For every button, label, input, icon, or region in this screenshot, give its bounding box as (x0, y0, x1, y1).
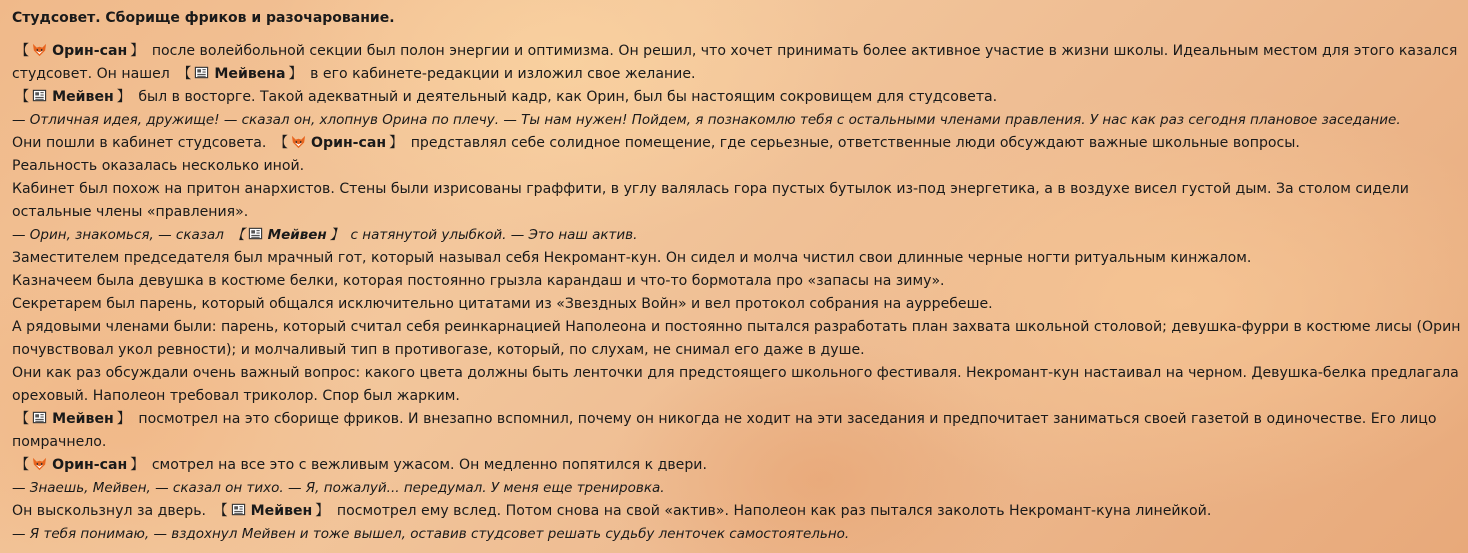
character-tag (12, 89, 134, 105)
paragraph-text: — Орин, знакомься, — сказал (12, 227, 224, 243)
document-title: Студсовет. Сборище фриков и разочарование. (12, 10, 395, 26)
document (12, 8, 1462, 546)
tag-open-bracket: 【 (15, 457, 30, 473)
paragraph-text: смотрел на все это с вежливым ужасом. Он медленно попятился к двери. (151, 457, 707, 473)
character-name: Мейвена (214, 66, 286, 82)
newspaper-icon (194, 65, 209, 80)
story-paragraph (12, 155, 1462, 178)
tag-open-bracket: 【 (231, 227, 245, 243)
paragraph-text: после волейбольной секции был полон энергии и оптимизма. Он решил, что хочет принимать более активное участие в жизни школы. Идеальным местом для этого казался студсовет. Он нашел (12, 43, 1458, 82)
paragraph-text: представлял себе солидное помещение, где серьезные, ответственные люди обсуждают важные школьные вопросы. (410, 135, 1300, 151)
story-paragraph (12, 224, 1462, 247)
story-paragraph (12, 293, 1462, 316)
paragraph-text: посмотрел на это сборище фриков. И внезапно вспомнил, почему он никогда не ходит на эти заседания и предпочитает заниматься своей газетой в одиночестве. Его лицо помрачнело. (12, 411, 1437, 450)
story-paragraph (12, 270, 1462, 293)
tag-open-bracket: 【 (15, 89, 30, 105)
character-name: Мейвен (267, 227, 327, 243)
character-tag (12, 411, 134, 427)
paragraph-text: Заместителем председателя был мрачный гот, который называл себя Некромант-кун. Он сидел и молча чистил свои длинные черные ногти ритуальным кинжалом. (12, 250, 1252, 266)
newspaper-icon (32, 88, 47, 103)
paragraph-text: с натянутой улыбкой. — Это наш актив. (350, 227, 638, 243)
tag-close-bracket: 】 (116, 89, 131, 105)
tag-open-bracket: 【 (15, 43, 30, 59)
fox-icon (32, 456, 47, 471)
story-paragraph (12, 40, 1462, 86)
document-body (12, 40, 1462, 546)
story-paragraph (12, 316, 1462, 362)
character-tag (211, 503, 333, 519)
paragraph-text: Кабинет был похож на притон анархистов. Стены были изрисованы граффити, в углу валялась гора пустых бутылок из-под энергетика, а в воздухе висел густой дым. За столом сидели остальные члены «правления». (12, 181, 1409, 220)
story-paragraph (12, 132, 1462, 155)
tag-open-bracket: 【 (15, 411, 30, 427)
character-name: Орин-сан (52, 457, 128, 473)
paragraph-text: — Я тебя понимаю, — вздохнул Мейвен и тоже вышел, оставив студсовет решать судьбу ленточек самостоятельно. (12, 526, 850, 542)
tag-close-bracket: 】 (288, 66, 303, 82)
character-tag (174, 66, 305, 82)
newspaper-icon (32, 410, 47, 425)
character-name: Орин-сан (52, 43, 128, 59)
fox-icon (32, 42, 47, 57)
story-paragraph (12, 408, 1462, 454)
paragraph-text: — Отличная идея, дружище! — сказал он, хлопнув Орина по плечу. — Ты нам нужен! Пойдем, я познакомлю тебя с остальными членами правления. У нас как раз сегодня плановое заседание. (12, 112, 1401, 128)
character-tag (228, 227, 346, 243)
tag-close-bracket: 】 (130, 43, 145, 59)
tag-close-bracket: 】 (389, 135, 404, 151)
paragraph-text: Он выскользнул за дверь. (12, 503, 207, 519)
tag-open-bracket: 【 (213, 503, 228, 519)
character-name: Мейвен (250, 503, 313, 519)
paragraph-text: Казначеем была девушка в костюме белки, которая постоянно грызла карандаш и что-то бормотала про «запасы на зиму». (12, 273, 945, 289)
story-paragraph (12, 500, 1462, 523)
paragraph-text: в его кабинете-редакции и изложил свое желание. (310, 66, 696, 82)
character-tag (12, 43, 147, 59)
character-name: Мейвен (52, 411, 114, 427)
tag-open-bracket: 【 (273, 135, 288, 151)
story-paragraph (12, 362, 1462, 408)
character-name: Мейвен (52, 89, 114, 105)
paragraph-text: А рядовыми членами были: парень, который считал себя реинкарнацией Наполеона и постоянно пытался разработать план захвата школьной столовой; девушка-фурри в костюме лисы (Орин почувствовал укол ревности); и молчаливый тип в противогазе, который, по слухам, не снимал его даже в душе. (12, 319, 1461, 358)
newspaper-icon (248, 226, 263, 241)
story-paragraph (12, 86, 1462, 109)
tag-close-bracket: 】 (130, 457, 145, 473)
character-tag (12, 457, 147, 473)
paragraph-text: был в восторге. Такой адекватный и деятельный кадр, как Орин, был бы настоящим сокровищем для студсовета. (138, 89, 998, 105)
tag-close-bracket: 】 (315, 503, 330, 519)
story-paragraph (12, 178, 1462, 224)
paragraph-text: посмотрел ему вслед. Потом снова на свой «актив». Наполеон как раз пытался заколоть Некромант-куна линейкой. (336, 503, 1212, 519)
character-tag (271, 135, 406, 151)
tag-close-bracket: 】 (116, 411, 131, 427)
story-paragraph (12, 523, 1462, 546)
paragraph-text: Секретарем был парень, который общался исключительно цитатами из «Звездных Войн» и вел протокол собрания на аурребеше. (12, 296, 993, 312)
paragraph-text: Реальность оказалась несколько иной. (12, 158, 305, 174)
fox-icon (291, 134, 306, 149)
story-paragraph (12, 454, 1462, 477)
story-paragraph (12, 247, 1462, 270)
newspaper-icon (231, 502, 246, 517)
story-paragraph (12, 477, 1462, 500)
character-name: Орин-сан (311, 135, 387, 151)
paragraph-text: Они как раз обсуждали очень важный вопрос: какого цвета должны быть ленточки для предстоящего школьного фестиваля. Некромант-кун настаивал на черном. Девушка-белка предлагала ореховый. Наполеон требовал триколор. Спор был жарким. (12, 365, 1459, 404)
story-paragraph (12, 109, 1462, 132)
tag-open-bracket: 【 (177, 66, 192, 82)
paragraph-text: — Знаешь, Мейвен, — сказал он тихо. — Я, пожалуй... передумал. У меня еще тренировка. (12, 480, 665, 496)
tag-close-bracket: 】 (329, 227, 344, 243)
paragraph-text: Они пошли в кабинет студсовета. (12, 135, 267, 151)
